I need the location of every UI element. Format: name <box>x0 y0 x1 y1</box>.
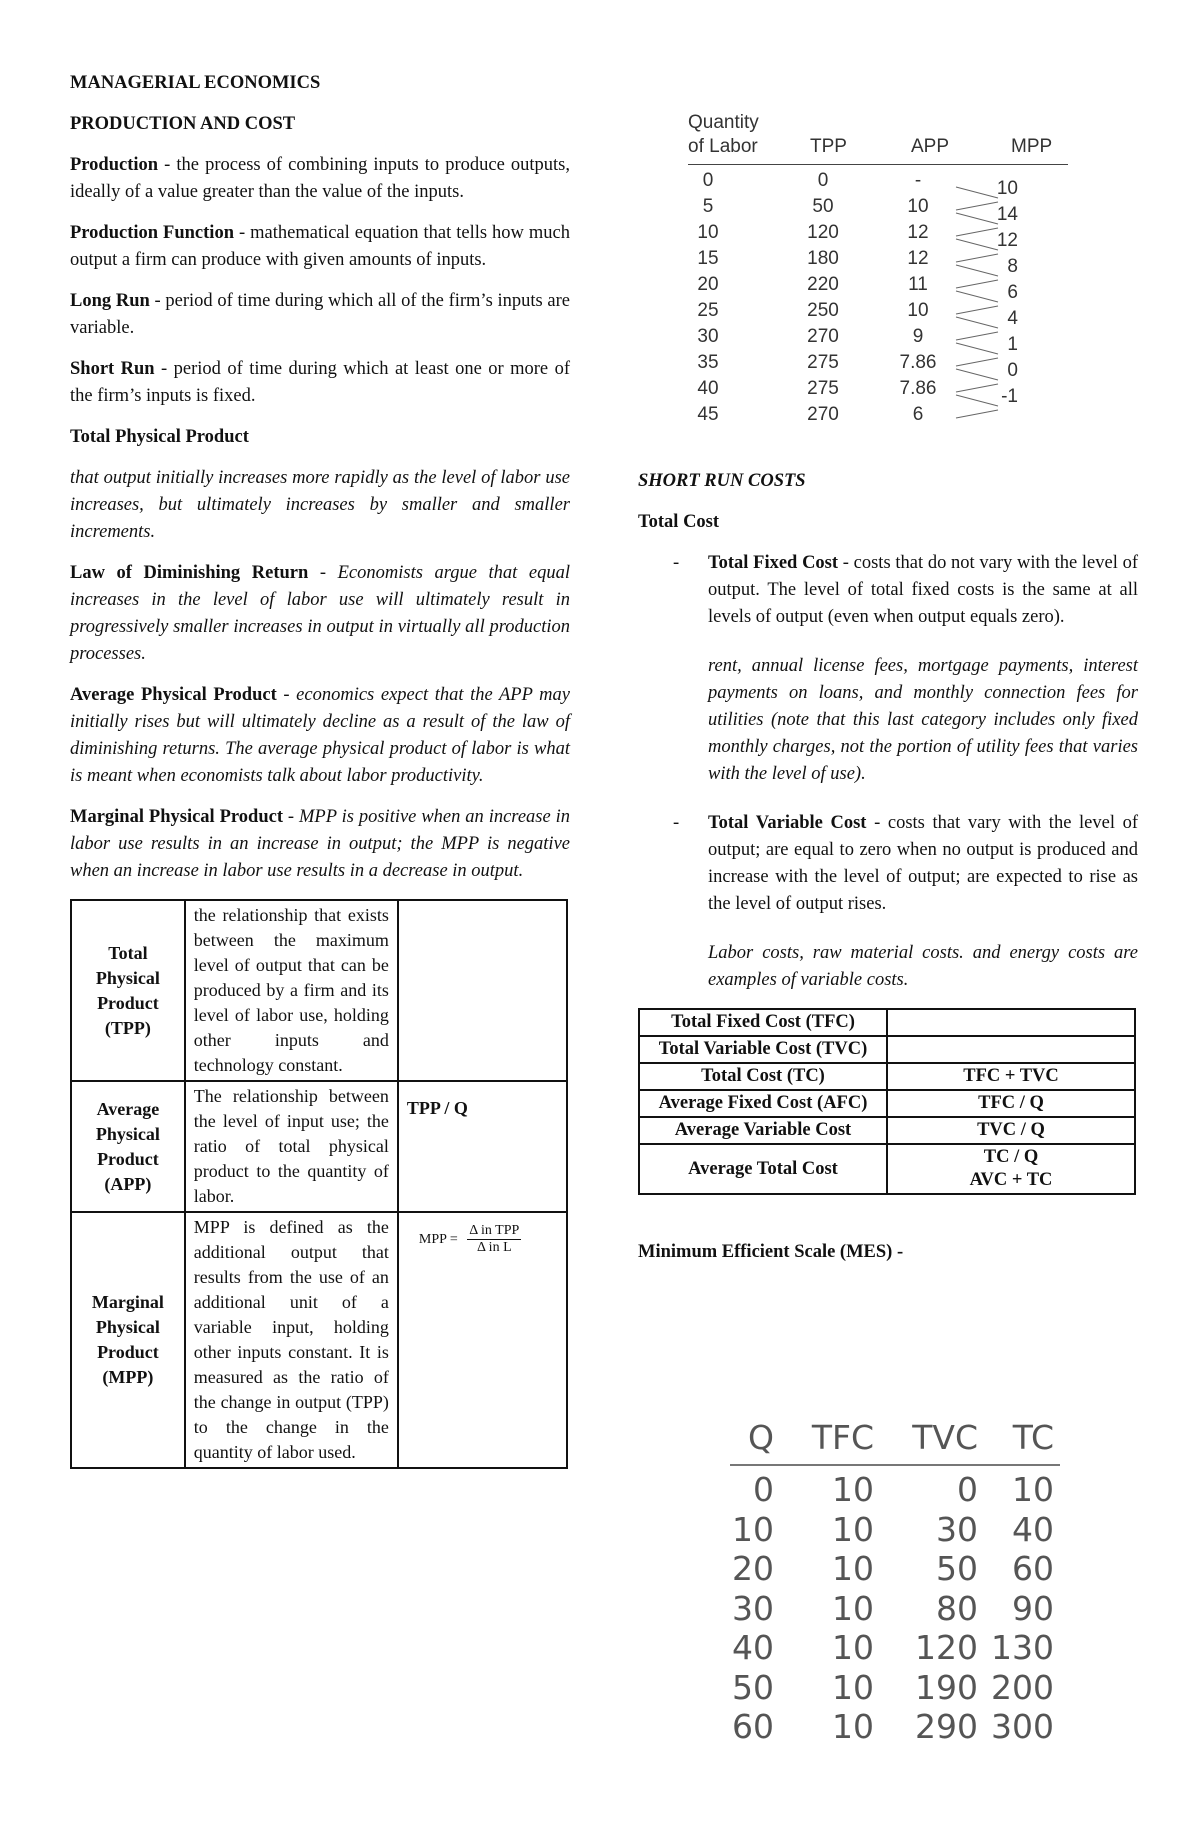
mes-tc-cell: 300 <box>991 1707 1054 1746</box>
def-law-diminishing: Law of Diminishing Return - Economists argue that equal increases in the level of labor use will ultimately result in progressively smaller increases in output in virtually all production processes. <box>70 563 570 664</box>
product-definitions-table <box>70 899 568 1469</box>
table-desc: MPP is defined as the additional output that results from the use of an additional unit of a variable input, holding other inputs constant. It is measured as the ratio of the change in output (TPP) to the change in the quantity of labor used. <box>185 1212 398 1468</box>
def-mpp: Marginal Physical Product - MPP is positive when an increase in labor use results in an increase in output; the MPP is negative when an increase in labor use results in a decrease in output. <box>70 807 570 881</box>
labor-tpp-cell: 275 <box>807 352 839 373</box>
table-term: Total Physical Product (TPP) <box>71 900 185 1081</box>
mes-tfc-cell: 10 <box>832 1667 874 1707</box>
tpp-heading: Total Physical Product <box>70 427 249 447</box>
mes-tvc-cell: 0 <box>957 1470 978 1509</box>
mes-rows <box>730 1466 1060 1746</box>
labor-tpp-cell: 220 <box>807 274 839 295</box>
mes-q-cell: 0 <box>753 1470 774 1509</box>
bullet-dash: - <box>673 813 680 833</box>
table-row <box>71 1081 567 1212</box>
mes-q-cell: 10 <box>732 1509 774 1549</box>
mes-tc-cell: 10 <box>1012 1470 1054 1509</box>
mes-tfc-cell: 10 <box>832 1588 874 1628</box>
labor-app-cell: 9 <box>912 326 924 347</box>
mes-tvc-cell: 290 <box>915 1707 978 1746</box>
mpp-connector-line <box>956 410 998 418</box>
table-row <box>639 1009 1135 1036</box>
labor-mpp-cell: 0 <box>1007 360 1018 381</box>
labor-tpp-cell: 275 <box>807 378 839 399</box>
table-row <box>71 1212 567 1468</box>
labor-qty-cell: 30 <box>697 326 719 347</box>
mes-cost-table <box>730 1418 1060 1746</box>
labor-mpp-cell: 10 <box>996 178 1018 199</box>
labor-tpp-cell: 0 <box>817 170 829 191</box>
labor-tpp-cell: 120 <box>807 222 839 243</box>
mes-tc-cell: 130 <box>991 1628 1054 1667</box>
table-row <box>71 900 567 1081</box>
labor-app-cell: 10 <box>907 300 929 321</box>
labor-app-cell: 10 <box>907 196 929 217</box>
table-row <box>639 1036 1135 1063</box>
mes-tfc-cell: 10 <box>832 1549 874 1588</box>
cost-term: Average Fixed Cost (AFC) <box>639 1090 887 1117</box>
labor-mpp-cell: 14 <box>996 204 1018 225</box>
labor-app-cell: 12 <box>907 222 929 243</box>
labor-tpp-cell: 270 <box>807 326 839 347</box>
table-term: Average Physical Product (APP) <box>71 1081 185 1212</box>
left-column <box>70 70 570 1469</box>
cost-term: Average Total Cost <box>639 1144 887 1194</box>
cost-term: Total Fixed Cost (TFC) <box>639 1009 887 1036</box>
mes-row <box>730 1506 1060 1549</box>
def-long-run: Long Run - period of time during which all of the firm’s inputs are variable. <box>70 291 570 338</box>
table-desc: the relationship that exists between the maximum level of output that can be produced by a firm and its level of labor use, holding other inputs and technology constant. <box>185 900 398 1081</box>
mes-q-cell: 30 <box>732 1588 774 1628</box>
mes-row <box>730 1466 1060 1509</box>
total-cost-heading: Total Cost <box>638 512 720 532</box>
table-desc: The relationship between the level of input use; the ratio of total physical product to the quantity of labor. <box>185 1081 398 1212</box>
labor-qty-cell: 15 <box>697 248 719 269</box>
cost-formula-table <box>638 1008 1136 1195</box>
def-production: Production - the process of combining inputs to produce outputs, ideally of a value greater than the value of the inputs. <box>70 155 570 202</box>
labor-app-cell: 7.86 <box>899 378 937 399</box>
header-tpp: TPP <box>810 136 847 157</box>
labor-qty-cell: 35 <box>697 352 719 373</box>
bullet-dash: - <box>673 553 680 573</box>
mpp-formula: MPP = Δ in TPP Δ in L <box>398 1212 567 1468</box>
mes-row <box>730 1545 1060 1588</box>
tpp-text: that output initially increases more rapidly as the level of labor use increases, but ultimately increases by smaller and smaller increments. <box>70 468 570 542</box>
labor-qty-cell: 25 <box>697 300 719 321</box>
labor-tpp-cell: 180 <box>807 248 839 269</box>
mes-tc-cell: 200 <box>991 1667 1054 1707</box>
cost-formula: TFC / Q <box>887 1090 1135 1117</box>
labor-app-cell: - <box>914 170 922 191</box>
labor-app-cell: 7.86 <box>899 352 937 373</box>
def-app: Average Physical Product - economics expect that the APP may initially rises but will ultimately decline as a result of the law of diminishing returns. The average physical product of labor is what is meant when economists talk about labor productivity. <box>70 685 570 786</box>
cost-formula: TVC / Q <box>887 1117 1135 1144</box>
mes-q-cell: 20 <box>732 1549 774 1588</box>
header-quantity: Quantity <box>688 112 759 133</box>
labor-app-cell: 6 <box>912 404 924 425</box>
labor-tpp-cell: 50 <box>812 196 834 217</box>
section-title: PRODUCTION AND COST <box>70 114 296 134</box>
mes-header-tc: TC <box>1012 1418 1054 1457</box>
mes-row <box>730 1585 1060 1628</box>
mes-tc-cell: 90 <box>1012 1588 1054 1628</box>
def-tfc: Total Fixed Cost - costs that do not vary with the level of output. The level of total fixed costs is the same at all levels of output (even when output equals zero). <box>708 553 1138 627</box>
mes-row <box>730 1624 1060 1667</box>
labor-mpp-cell: 4 <box>1007 308 1018 329</box>
labor-mpp-cell: 8 <box>1007 256 1018 277</box>
mes-q-cell: 60 <box>732 1707 774 1746</box>
header-mpp: MPP <box>1011 136 1053 157</box>
mes-tvc-cell: 120 <box>915 1628 978 1667</box>
mes-header-tfc: TFC <box>811 1418 874 1457</box>
cost-term: Total Cost (TC) <box>639 1063 887 1090</box>
mes-tvc-cell: 30 <box>936 1509 978 1549</box>
cost-term: Total Variable Cost (TVC) <box>639 1036 887 1063</box>
cost-formula <box>887 1009 1135 1036</box>
mes-tvc-cell: 190 <box>915 1667 978 1707</box>
header-app: APP <box>911 136 950 157</box>
table-row <box>639 1063 1135 1090</box>
labor-app-cell: 12 <box>907 248 929 269</box>
labor-qty-cell: 40 <box>697 378 719 399</box>
mes-tc-cell: 40 <box>1012 1509 1054 1549</box>
mes-tc-cell: 60 <box>1012 1549 1054 1588</box>
def-production-function: Production Function - mathematical equation that tells how much output a firm can produce with given amounts of inputs. <box>70 223 570 270</box>
labor-mpp-cell: 1 <box>1007 334 1018 355</box>
mes-row <box>730 1664 1060 1707</box>
table-term: Marginal Physical Product (MPP) <box>71 1212 185 1468</box>
labor-tpp-cell: 270 <box>807 404 839 425</box>
labor-qty-cell: 5 <box>702 196 714 217</box>
labor-qty-cell: 20 <box>697 274 719 295</box>
header-of-labor: of Labor <box>688 136 758 157</box>
tfc-example: rent, annual license fees, mortgage payments, interest payments on loans, and monthly connection fees for utilities (note that this last category includes only fixed monthly charges, not the portion of utility fees that varies with the level of use). <box>708 656 1138 784</box>
table-formula <box>398 900 567 1081</box>
labor-mpp-cell: -1 <box>1001 386 1018 407</box>
tfc-item <box>638 550 1138 788</box>
mes-tfc-cell: 10 <box>832 1707 874 1746</box>
labor-qty-cell: 0 <box>702 170 714 191</box>
labor-qty-cell: 45 <box>697 404 719 425</box>
cost-formula: TC / Q AVC + TC <box>887 1144 1135 1194</box>
def-tvc: Total Variable Cost - costs that vary with the level of output; are equal to zero when no output is produced and increase with the level of output; are expected to rise as the level of output rises. <box>708 813 1138 914</box>
mes-q-cell: 50 <box>732 1667 774 1707</box>
labor-mpp-cell: 6 <box>1007 282 1018 303</box>
mes-header-q: Q <box>748 1418 774 1457</box>
table-row <box>639 1090 1135 1117</box>
mes-heading: Minimum Efficient Scale (MES) - <box>638 1242 904 1262</box>
mes-tvc-cell: 50 <box>936 1549 978 1588</box>
labor-qty-cell: 10 <box>697 222 719 243</box>
mes-tfc-cell: 10 <box>832 1509 874 1549</box>
right-column <box>638 468 1138 1280</box>
labor-mpp-cell: 12 <box>996 230 1018 251</box>
tvc-item <box>638 810 1138 994</box>
cost-term: Average Variable Cost <box>639 1117 887 1144</box>
labor-table-header <box>688 110 1068 165</box>
labor-app-cell: 11 <box>908 274 928 295</box>
table-formula: TPP / Q <box>398 1081 567 1212</box>
def-short-run: Short Run - period of time during which at least one or more of the firm’s inputs is fixed. <box>70 359 570 406</box>
mes-tfc-cell: 10 <box>832 1470 874 1509</box>
mes-row <box>730 1703 1060 1746</box>
table-row <box>639 1144 1135 1194</box>
course-title: MANAGERIAL ECONOMICS <box>70 73 321 93</box>
cost-formula: TFC + TVC <box>887 1063 1135 1090</box>
short-run-costs-title: SHORT RUN COSTS <box>638 471 806 491</box>
labor-tpp-cell: 250 <box>807 300 839 321</box>
cost-formula <box>887 1036 1135 1063</box>
mes-q-cell: 40 <box>732 1628 774 1667</box>
mes-tvc-cell: 80 <box>936 1588 978 1628</box>
mes-tfc-cell: 10 <box>832 1628 874 1667</box>
mes-header-tvc: TVC <box>912 1418 978 1457</box>
table-row <box>639 1117 1135 1144</box>
mes-header <box>730 1418 1060 1466</box>
tvc-example: Labor costs, raw material costs. and energy costs are examples of variable costs. <box>708 943 1138 990</box>
